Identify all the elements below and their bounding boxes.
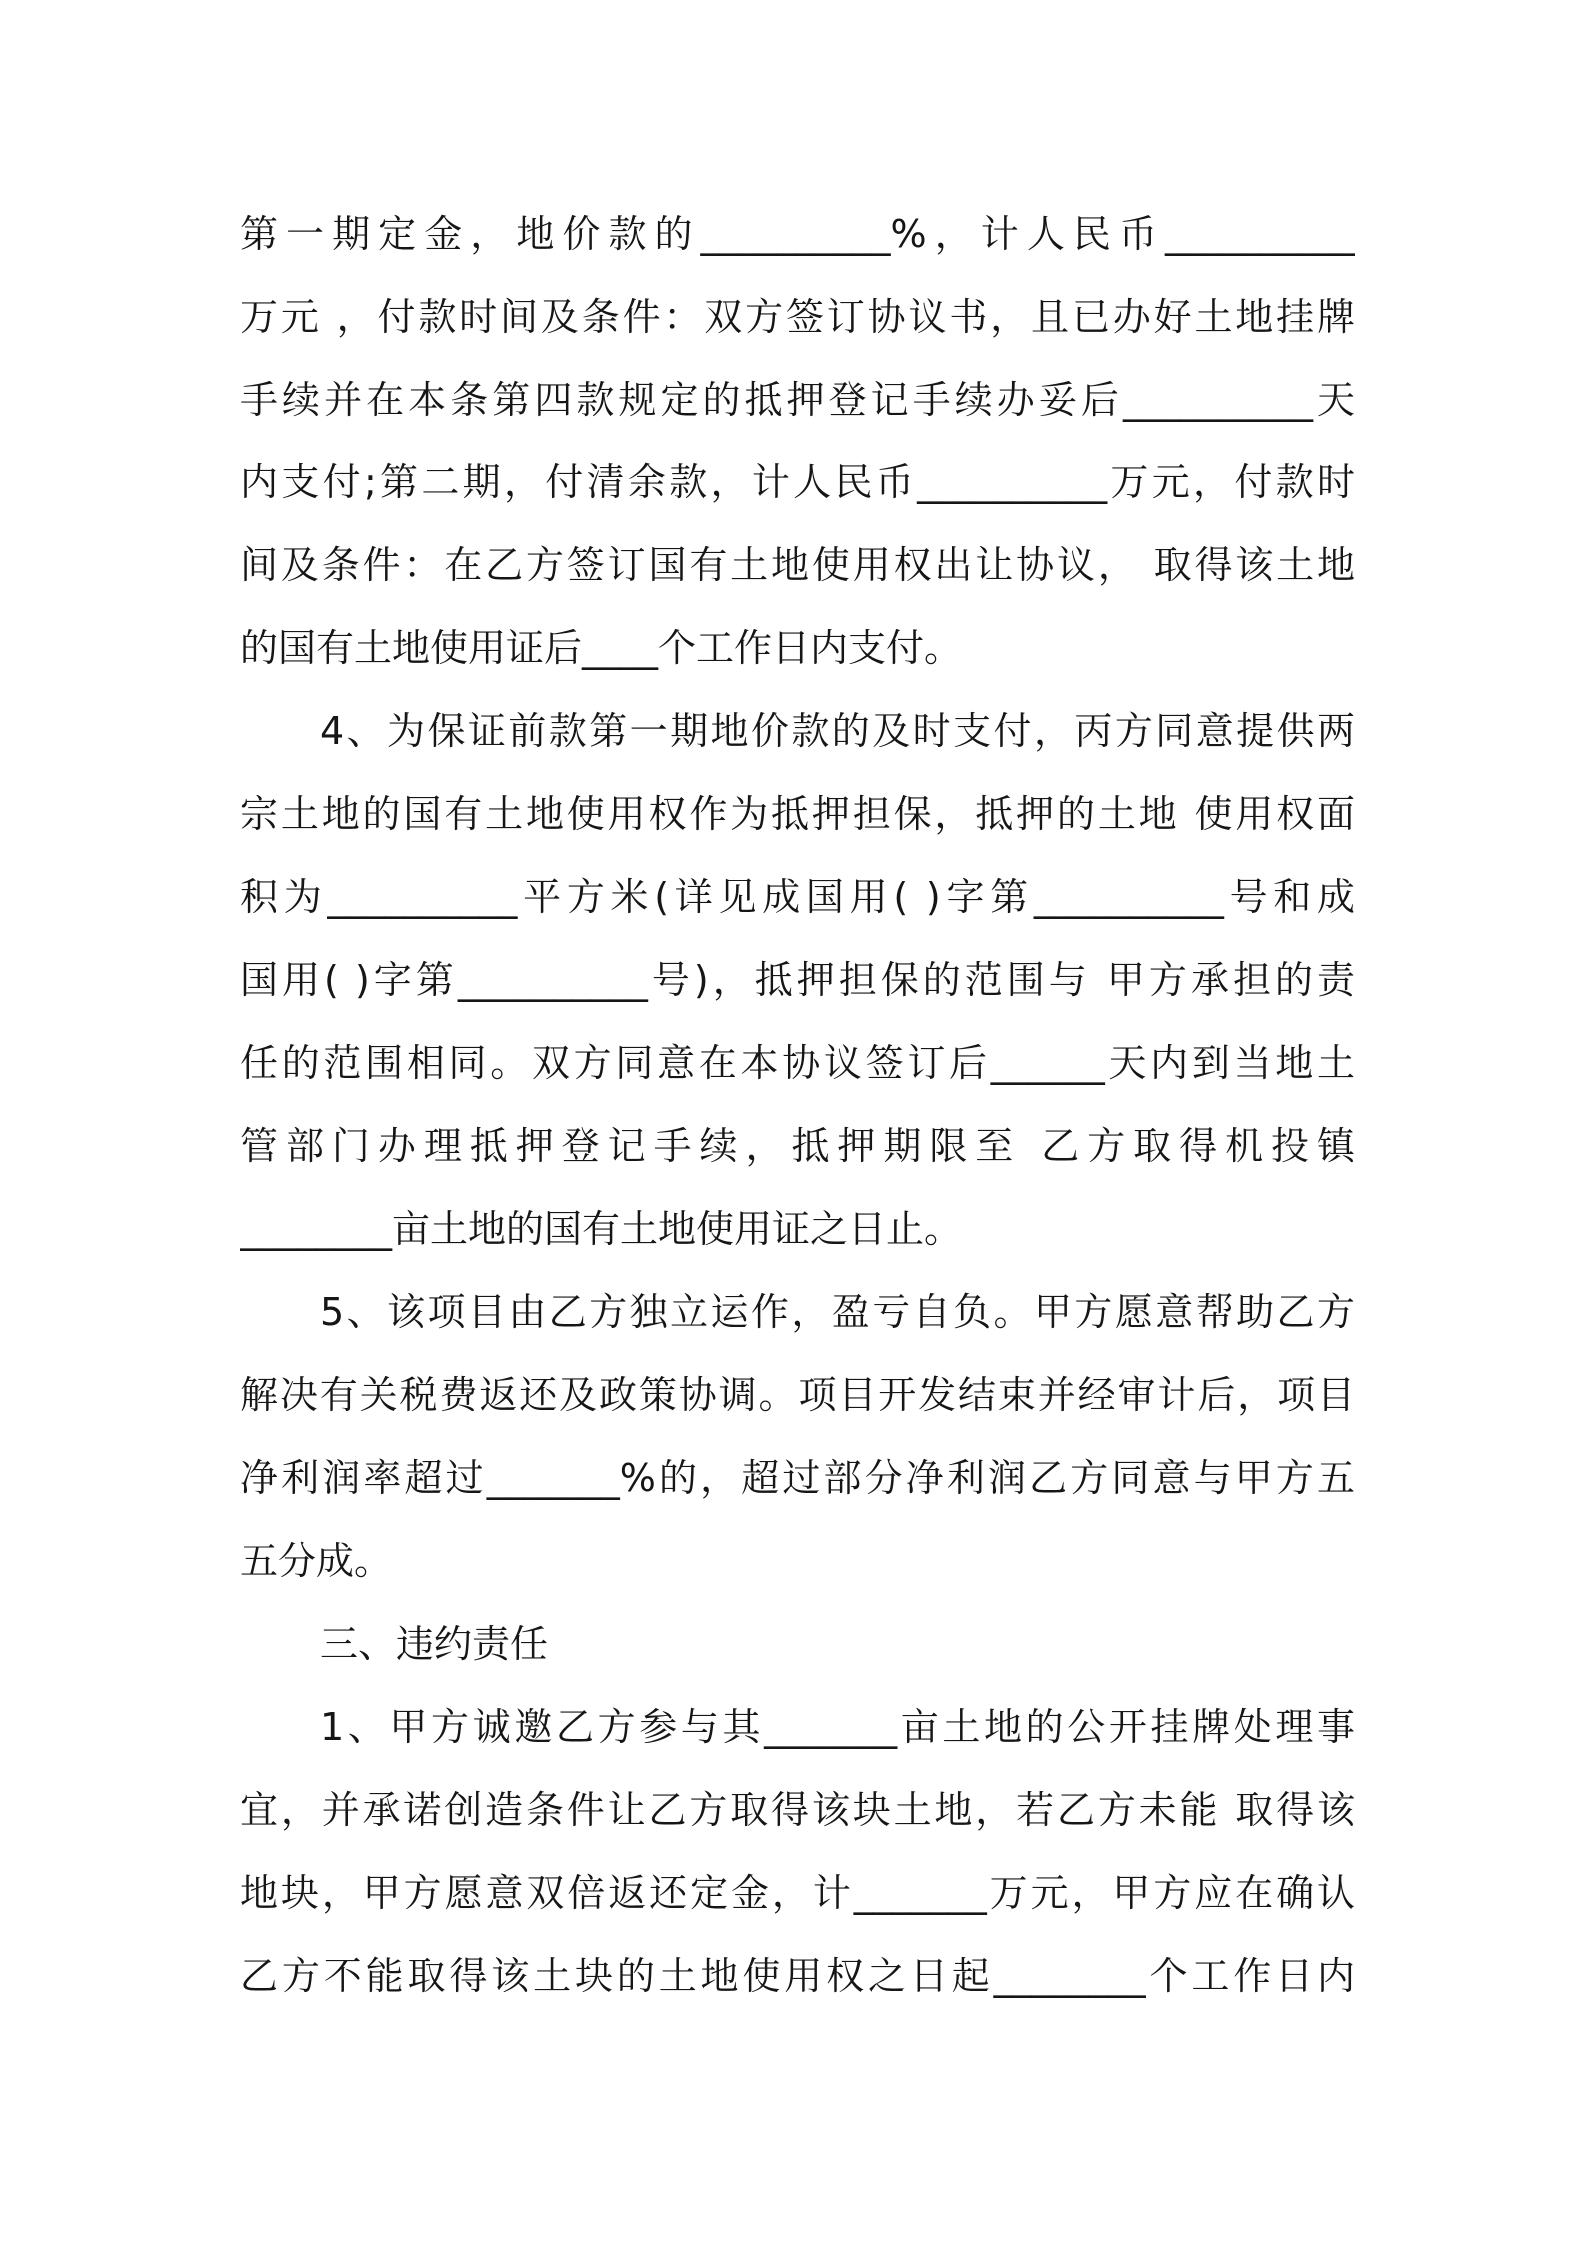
- text-line: 内支付;第二期，付清余款，计人民币__________万元，付款时: [240, 460, 1355, 504]
- text-line: 地块，甲方愿意双倍返还定金，计_______万元，甲方应在确认: [240, 1871, 1355, 1915]
- text-line: ________亩土地的国有土地使用证之日止。: [240, 1207, 963, 1251]
- text-line: 五分成。: [240, 1539, 393, 1583]
- section-heading: 三、违约责任: [320, 1622, 549, 1666]
- text-line: 管部门办理抵押登记手续，抵押期限至 乙方取得机投镇: [240, 1124, 1355, 1168]
- text-line: 宗土地的国有土地使用权作为抵押担保，抵押的土地 使用权面: [240, 792, 1355, 836]
- text-line: 间及条件：在乙方签订国有土地使用权出让协议， 取得该土地: [240, 543, 1355, 587]
- text-line: 第一期定金，地价款的__________%，计人民币__________: [240, 212, 1355, 256]
- text-line: 积为__________平方米(详见成国用( )字第__________号和成: [240, 875, 1355, 919]
- text-line: 净利润率超过_______%的，超过部分净利润乙方同意与甲方五: [240, 1456, 1355, 1500]
- text-line: 国用( )字第__________号)，抵押担保的范围与 甲方承担的责: [240, 958, 1355, 1002]
- text-line: 万元 ，付款时间及条件：双方签订协议书，且已办好土地挂牌: [240, 295, 1355, 339]
- text-line: 手续并在本条第四款规定的抵押登记手续办妥后__________天: [240, 378, 1355, 422]
- text-line: 任的范围相同。双方同意在本协议签订后______天内到当地土: [240, 1041, 1355, 1085]
- text-line: 解决有关税费返还及政策协调。项目开发结束并经审计后，项目: [240, 1373, 1355, 1417]
- text-line: 的国有土地使用证后____个工作日内支付。: [240, 626, 963, 670]
- text-line: 乙方不能取得该土块的土地使用权之日起________个工作日内: [240, 1954, 1355, 1998]
- paragraph-start-line: 1、甲方诚邀乙方参与其_______亩土地的公开挂牌处理事: [320, 1705, 1355, 1749]
- text-line: 宜，并承诺创造条件让乙方取得该块土地，若乙方未能 取得该: [240, 1788, 1355, 1832]
- paragraph-start-line: 4、为保证前款第一期地价款的及时支付，丙方同意提供两: [320, 709, 1355, 753]
- paragraph-start-line: 5、该项目由乙方独立运作，盈亏自负。甲方愿意帮助乙方: [320, 1290, 1355, 1334]
